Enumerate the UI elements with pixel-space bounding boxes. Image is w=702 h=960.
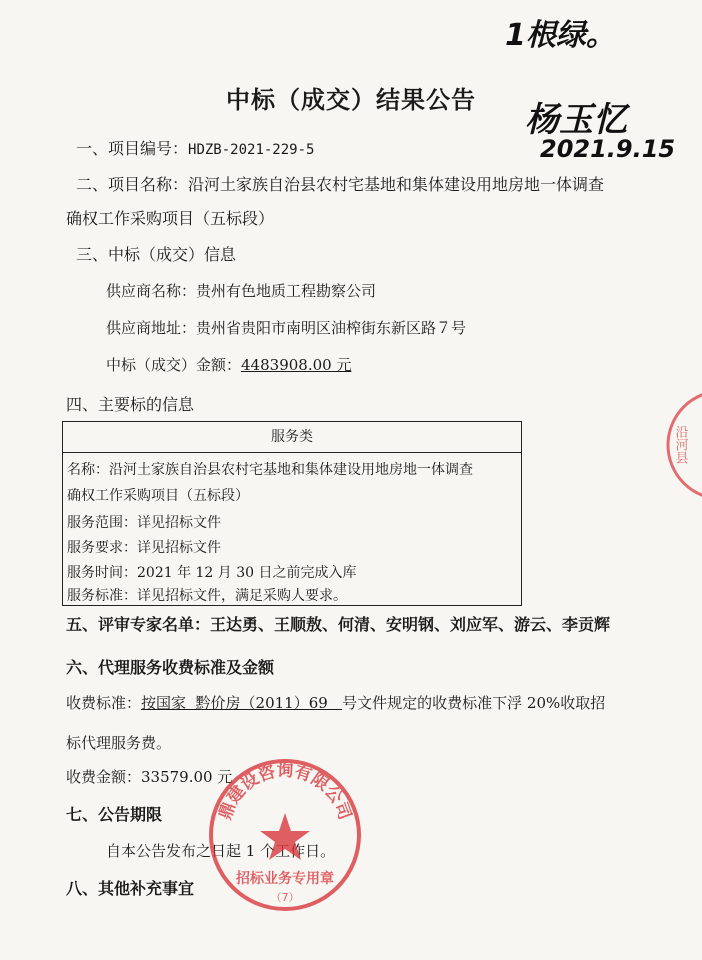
handwritten-date: 2021.9.15 xyxy=(540,135,676,163)
edge-seal-text: 沿河县 xyxy=(672,425,688,464)
handwritten-note-1: 1根绿。 xyxy=(505,18,616,53)
subject-info-table xyxy=(62,421,522,606)
edge-seal-stamp xyxy=(660,385,702,505)
fee-standard-underlined: 按国家 黔价房（2011）69 xyxy=(141,694,343,712)
fee-standard-row xyxy=(66,692,605,713)
seal-bottom-text: 招标业务专用章 xyxy=(236,871,334,887)
supplier-address-row xyxy=(106,317,466,338)
project-name-line-1: 沿河土家族自治县农村宅基地和集体建设用地房地一体调查 xyxy=(188,175,605,194)
fee-standard-rest: 号文件规定的收费标准下浮 20%收取招 xyxy=(342,694,606,712)
section-4-label: 四、主要标的信息 xyxy=(66,395,195,414)
seal-arc-text: 鼎建设咨询有限公司 xyxy=(215,761,355,823)
section-1 xyxy=(76,136,314,159)
amount-label: 中标（成交）金额： xyxy=(106,356,242,374)
table-header: 服务类 xyxy=(63,422,521,453)
section-5-label: 五、评审专家名单： xyxy=(66,615,211,634)
table-row-name-1: 名称：沿河土家族自治县农村宅基地和集体建设用地房地一体调查 xyxy=(67,462,473,478)
supplier-name: 贵州有色地质工程勘察公司 xyxy=(196,282,377,300)
bid-amount: 4483908.00 元 xyxy=(241,356,352,374)
section-2 xyxy=(76,172,604,195)
section-2-label: 二、项目名称： xyxy=(76,175,189,194)
table-row-standard: 服务标准：详见招标文件，满足采购人要求。 xyxy=(67,588,347,604)
company-seal-stamp xyxy=(205,755,365,915)
section-7-label: 七、公告期限 xyxy=(66,805,163,824)
project-name-line-2: 确权工作采购项目（五标段） xyxy=(66,209,275,228)
section-8-label: 八、其他补充事宜 xyxy=(66,879,195,898)
amount-row xyxy=(106,354,351,375)
section-3-label: 三、中标（成交）信息 xyxy=(76,245,237,264)
handwritten-signature: 杨玉忆 xyxy=(525,100,627,140)
project-number: HDZB-2021-229-5 xyxy=(188,142,315,158)
supplier-address: 贵州省贵阳市南明区油榨街东新区路７号 xyxy=(196,319,467,337)
section-1-label: 一、项目编号： xyxy=(76,139,189,158)
fee-amount: 收费金额：33579.00 元 xyxy=(66,768,233,786)
table-row-scope: 服务范围：详见招标文件 xyxy=(67,515,221,531)
supplier-name-row xyxy=(106,280,376,301)
supplier-name-label: 供应商名称： xyxy=(106,282,197,300)
table-row-requirement: 服务要求：详见招标文件 xyxy=(67,540,221,556)
section-5 xyxy=(66,612,610,635)
fee-standard-line-2: 标代理服务费。 xyxy=(66,734,172,752)
svg-text:鼎建设咨询有限公司 xyxy=(214,760,354,822)
table-row-time: 服务时间：2021 年 12 月 30 日之前完成入库 xyxy=(67,565,357,581)
announcement-period-text: 自本公告发布之日起 1 个工作日。 xyxy=(106,842,336,860)
section-6-label: 六、代理服务收费标准及金额 xyxy=(66,658,275,677)
fee-standard-label: 收费标准： xyxy=(66,694,142,712)
seal-number: （7） xyxy=(270,891,300,904)
supplier-address-label: 供应商地址： xyxy=(106,319,197,337)
expert-list: 王达勇、王顺敖、何清、安明钢、刘应军、游云、李贡辉 xyxy=(210,615,611,634)
table-row-name-2: 确权工作采购项目（五标段） xyxy=(67,488,249,504)
page-title: 中标（成交）结果公告 xyxy=(226,85,476,114)
